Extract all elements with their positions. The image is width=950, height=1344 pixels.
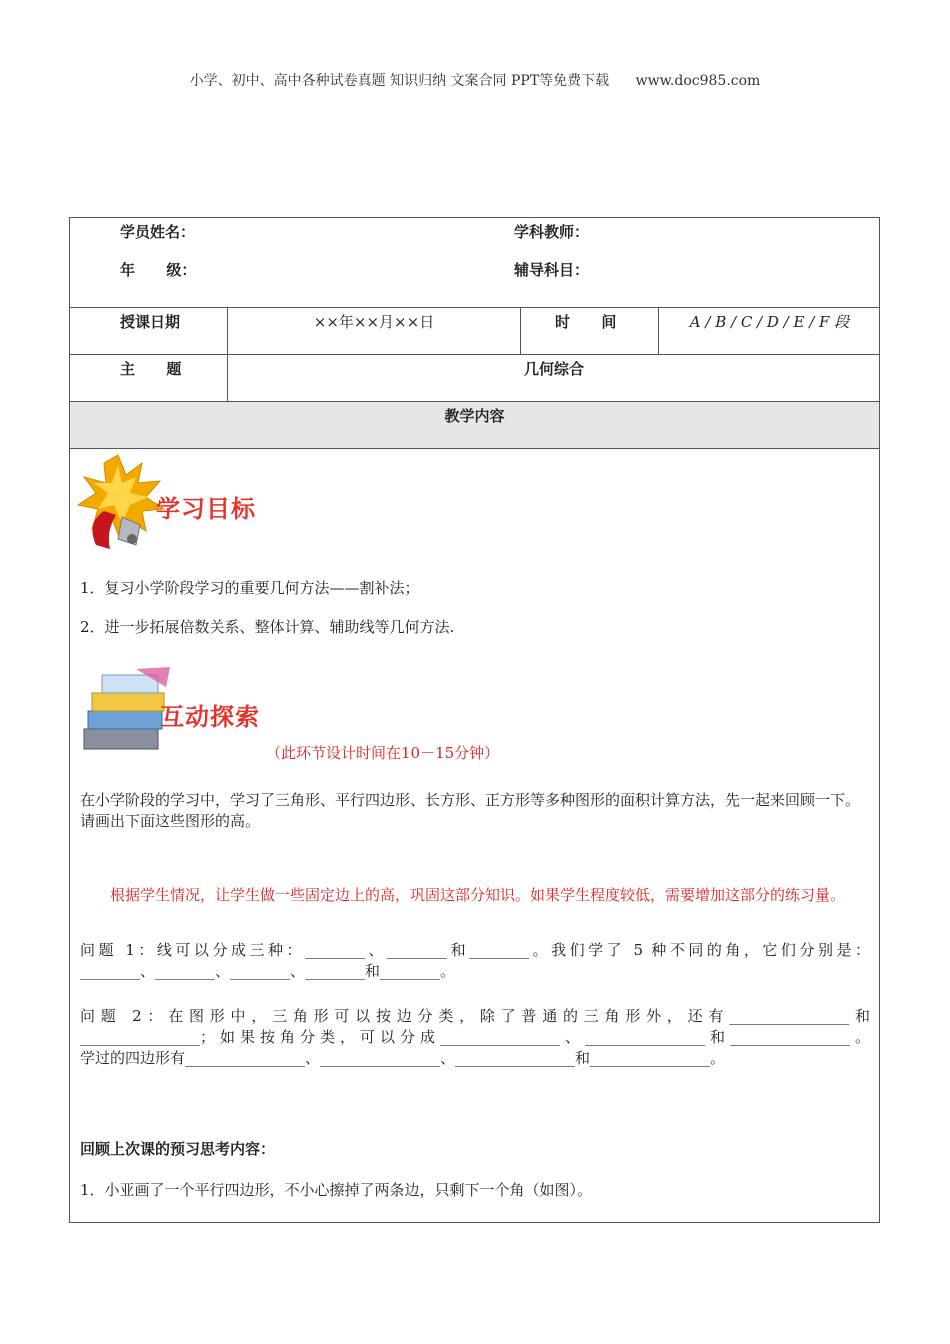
interactive-explore-banner xyxy=(78,665,278,760)
date-value-cell xyxy=(228,308,521,354)
header-text: 小学、初中、高中各种试卷真题 知识归纳 文案合同 PPT等免费下载 xyxy=(189,73,610,89)
date-value: ××年××月××日 xyxy=(313,313,435,331)
date-label: 授课日期 xyxy=(120,313,181,331)
question-2-line-3: 学过的四边形有________________、________________、________________和________________。 xyxy=(80,1049,726,1067)
learning-goals-title: 学习目标 xyxy=(156,495,256,523)
question-2-line-2: ________________；如果按角分类，可以分成________________、________________和________________。 xyxy=(80,1028,870,1046)
topic-row xyxy=(70,355,879,402)
teaching-content xyxy=(70,449,879,1222)
goal-item-1: 1．复习小学阶段学习的重要几何方法——割补法； xyxy=(80,579,420,597)
learning-goals-banner xyxy=(76,453,276,553)
topic-label-cell xyxy=(70,355,228,401)
page-header xyxy=(0,70,950,90)
date-row xyxy=(70,308,879,355)
header-site: www.doc985.com xyxy=(635,73,761,89)
time-label: 时 间 xyxy=(555,313,617,331)
time-value-cell xyxy=(659,308,880,354)
content-title: 教学内容 xyxy=(444,407,505,425)
topic-label: 主 题 xyxy=(120,360,182,378)
topic-value: 几何综合 xyxy=(523,360,584,378)
teacher-tip: 根据学生情况，让学生做一些固定边上的高，巩固这部分知识。如果学生程度较低，需要增加这部分的练习量。 xyxy=(110,886,846,904)
time-label-cell xyxy=(521,308,659,354)
time-value: A / B / C / D / E / F 段 xyxy=(689,313,850,331)
question-1-line-2: ________、________、________、________和________。 xyxy=(80,962,456,980)
goal-item-2: 2．进一步拓展倍数关系、整体计算、辅助线等几何方法. xyxy=(80,618,455,636)
subject-label: 辅导科目： xyxy=(514,261,590,279)
intro-paragraph: 在小学阶段的学习中，学习了三角形、平行四边形、长方形、正方形等多种图形的面积计算方法，先一起来回顾一下。请画出下面这些图形的高。 xyxy=(80,791,861,830)
grade-label: 年 级： xyxy=(120,261,197,279)
review-title: 回顾上次课的预习思考内容： xyxy=(80,1140,276,1158)
date-label-cell xyxy=(70,308,228,354)
question-2-line-1: 问题 2：在图形中，三角形可以按边分类，除了普通的三角形外，还有________________和 xyxy=(80,1007,870,1025)
topic-value-cell xyxy=(228,355,880,401)
lesson-table xyxy=(69,217,880,1223)
review-item-1: 1．小亚画了一个平行四边形，不小心擦掉了两条边，只剩下一个角（如图）。 xyxy=(80,1181,593,1199)
maple-leaf-bell-icon xyxy=(76,453,166,553)
student-name-label: 学员姓名： xyxy=(120,223,196,241)
question-1-line-1: 问题 1：线可以分成三种：________、________和________。我们学了 5 种不同的角，它们分别是： xyxy=(80,941,870,959)
content-title-row xyxy=(70,402,879,449)
student-info-row xyxy=(70,218,879,308)
time-note: （此环节设计时间在10－15分钟） xyxy=(266,744,500,762)
interactive-explore-title: 互动探索 xyxy=(160,703,260,731)
teacher-label: 学科教师： xyxy=(514,223,590,241)
